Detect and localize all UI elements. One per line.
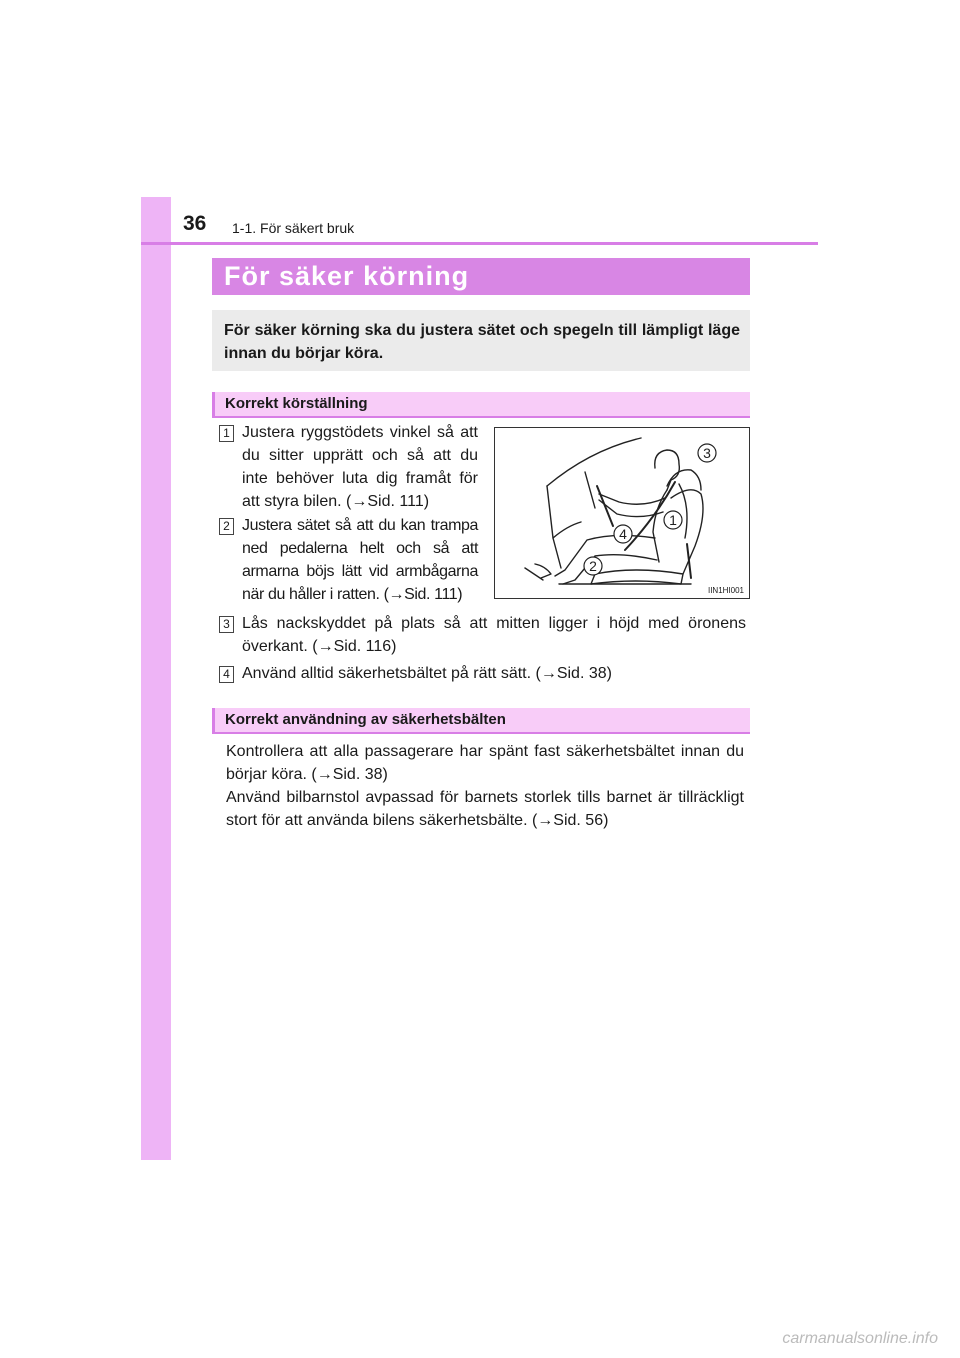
subheading-label: Korrekt användning av säkerhetsbälten [225,711,506,728]
paragraph: Använd bilbarnstol avpassad för barnets storlek tills barnet är tillräckligt stort för att använda bilens säkerhetsbälte. (→Sid. 56) [226,789,744,829]
page-title: För säker körning [224,261,470,291]
paragraph: Kontrollera att alla passagerare har spänt fast säkerhetsbältet innan du börjar köra. (→Sid. 38) [226,743,744,783]
list-item: Justera sätet så att du kan trampa ned pedalerna helt och så att armarna böjs lätt vid armbågarna när du håller i ratten. (→Sid. 111) [242,517,478,603]
item-number-badge: 3 [219,616,234,633]
figure-caption: IIN1HI001 [707,586,744,595]
watermark: carmanualsonline.info [782,1330,938,1347]
header-rule [141,242,818,245]
side-tab [141,197,171,1160]
list-item: Justera ryggstödets vinkel så att du sitter upprätt och så att du inte behöver luta dig framåt för att styra bilen. (→Sid. 111) [242,424,478,510]
item-number-badge: 4 [219,666,234,683]
callout-4-label: 4 [619,526,627,542]
title-bar [212,258,750,295]
driving-position-illustration [495,428,749,598]
intro-text: För säker körning ska du justera sätet och spegeln till lämpligt läge innan du börjar köra. [224,322,740,362]
callout-3-label: 3 [703,445,711,461]
item-number-badge: 1 [219,425,234,442]
item-number-badge: 2 [219,518,234,535]
subheading-driving-position [212,392,750,418]
subheading-label: Korrekt körställning [225,395,368,412]
callout-1-label: 1 [669,512,677,528]
list-item: Använd alltid säkerhetsbältet på rätt sätt. (→Sid. 38) [242,665,612,682]
section-label: 1-1. För säkert bruk [232,220,355,236]
driving-position-figure [494,427,750,599]
list-item: Lås nackskyddet på plats så att mitten ligger i höjd med öronens överkant. (→Sid. 116) [242,615,746,655]
intro-box [212,310,750,371]
callout-2-label: 2 [589,558,597,574]
subheading-seatbelt-use [212,708,750,734]
page-number: 36 [183,212,207,235]
